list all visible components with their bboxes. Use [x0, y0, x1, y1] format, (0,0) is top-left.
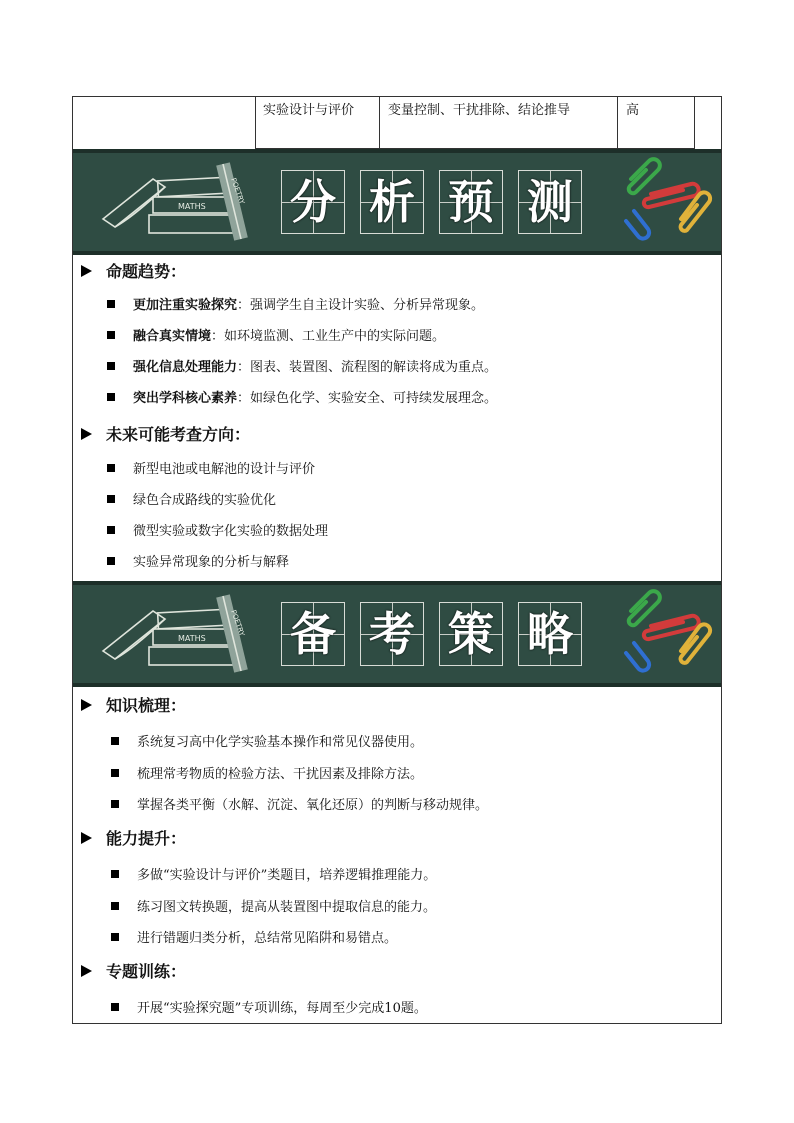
square-bullet-icon	[107, 464, 115, 472]
section-heading-training: 专题训练：	[81, 959, 186, 982]
table-row	[73, 97, 721, 149]
title-char-tile: 策	[439, 602, 503, 666]
section-heading-ability: 能力提升：	[81, 826, 186, 849]
chalkboard-banner-strategy	[73, 581, 721, 687]
title-tiles	[281, 170, 582, 236]
books-illustration-icon	[73, 149, 273, 255]
book-label-maths: MATHS	[178, 634, 206, 643]
list-item: 练习图文转换题，提高从装置图中提取信息的能力。	[111, 896, 436, 915]
square-bullet-icon	[111, 933, 119, 941]
list-item: 进行错题归类分析，总结常见陷阱和易错点。	[111, 927, 397, 946]
square-bullet-icon	[111, 902, 119, 910]
square-bullet-icon	[107, 331, 115, 339]
table-cell-content	[380, 97, 618, 149]
table-cell-level	[618, 97, 696, 149]
title-char-tile: 分	[281, 170, 345, 234]
book-label-poetry: POETRY	[229, 608, 246, 638]
title-tiles	[281, 602, 582, 668]
square-bullet-icon	[111, 870, 119, 878]
arrow-bullet-icon	[81, 428, 92, 440]
list-item: 更加注重实验探究 ：强调学生自主设计实验、分析异常现象。	[107, 294, 484, 313]
list-item: 强化信息处理能力 ：图表、装置图、流程图的解读将成为重点。	[107, 356, 497, 375]
title-char-tile: 预	[439, 170, 503, 234]
cell-content-text: 变量控制、干扰排除、结论推导	[388, 103, 571, 118]
title-char-tile: 测	[518, 170, 582, 234]
list-item: 融合真实情境 ：如环境监测、工业生产中的实际问题。	[107, 325, 445, 344]
list-item: 开展“实验探究题”专项训练，每周至少完成10题。	[111, 997, 427, 1016]
section-heading-future: 未来可能考查方向：	[81, 422, 250, 445]
list-item: 系统复习高中化学实验基本操作和常见仪器使用。	[111, 731, 423, 750]
square-bullet-icon	[111, 737, 119, 745]
section-heading-trends: 命题趋势：	[81, 259, 186, 282]
list-item: 实验异常现象的分析与解释	[107, 551, 289, 570]
title-char-tile: 略	[518, 602, 582, 666]
chalkboard-banner-analysis	[73, 149, 721, 255]
arrow-bullet-icon	[81, 699, 92, 711]
document-frame	[72, 96, 722, 1024]
list-item: 绿色合成路线的实验优化	[107, 489, 276, 508]
paperclips-icon	[611, 581, 721, 687]
title-char-tile: 考	[360, 602, 424, 666]
square-bullet-icon	[107, 300, 115, 308]
list-item: 新型电池或电解池的设计与评价	[107, 458, 315, 477]
arrow-bullet-icon	[81, 265, 92, 277]
list-item: 突出学科核心素养 ：如绿色化学、实验安全、可持续发展理念。	[107, 387, 497, 406]
square-bullet-icon	[111, 800, 119, 808]
title-char-tile: 析	[360, 170, 424, 234]
book-label-maths: MATHS	[178, 202, 206, 211]
list-item: 微型实验或数字化实验的数据处理	[107, 520, 328, 539]
square-bullet-icon	[107, 557, 115, 565]
section-heading-knowledge: 知识梳理：	[81, 693, 186, 716]
square-bullet-icon	[111, 769, 119, 777]
square-bullet-icon	[107, 393, 115, 401]
cell-level-text: 高	[626, 103, 640, 118]
table-cell-item	[255, 97, 380, 149]
books-illustration-icon	[73, 581, 273, 687]
title-char-tile: 备	[281, 602, 345, 666]
square-bullet-icon	[107, 495, 115, 503]
list-item: 梳理常考物质的检验方法、干扰因素及排除方法。	[111, 763, 423, 782]
cell-item-text: 实验设计与评价	[263, 103, 355, 118]
arrow-bullet-icon	[81, 832, 92, 844]
arrow-bullet-icon	[81, 965, 92, 977]
square-bullet-icon	[107, 362, 115, 370]
square-bullet-icon	[111, 1003, 119, 1011]
book-label-poetry: POETRY	[229, 176, 246, 206]
square-bullet-icon	[107, 526, 115, 534]
paperclips-icon	[611, 149, 721, 255]
list-item: 多做“实验设计与评价”类题目，培养逻辑推理能力。	[111, 864, 436, 883]
list-item: 掌握各类平衡（水解、沉淀、氧化还原）的判断与移动规律。	[111, 794, 488, 813]
